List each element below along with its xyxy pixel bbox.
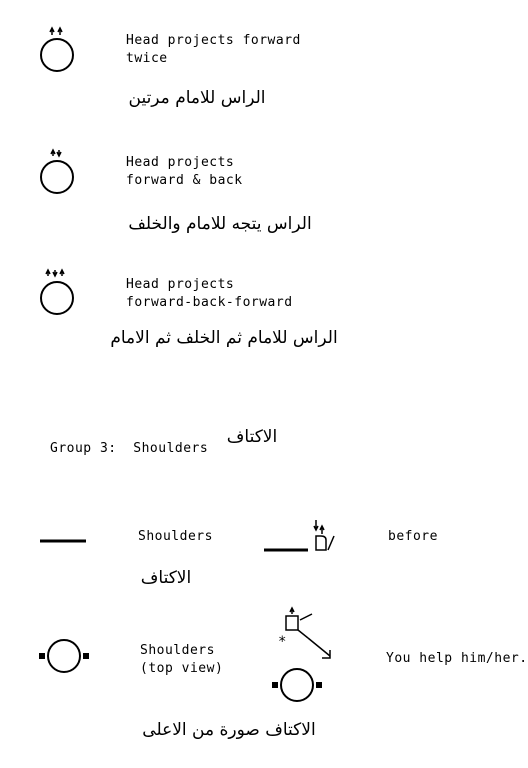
before-label: before [388,529,438,544]
shoulders-arabic-label: الاكتاف [140,568,192,588]
head-forward-back-symbol [38,146,78,196]
help-gesture-symbol [270,606,350,706]
entry-2-english-line-1: Head projects [126,155,235,170]
group-3-arabic-heading: الاكتاف [226,427,278,447]
top-view-arabic-label: الاكتاف صورة من الاعلى [142,720,316,740]
shoulders-line-symbol [40,536,88,546]
entry-1-english-line-2: twice [126,51,168,66]
shoulders-top-view-symbol [38,638,92,674]
shoulders-before-symbol [262,514,342,558]
entry-1-arabic: الراس للامام مرتين [128,88,266,108]
entry-3-arabic: الراس للامام ثم الخلف ثم الامام [110,328,338,348]
top-view-english-line-1: Shoulders [140,643,215,658]
head-forward-back-forward-symbol [38,266,78,316]
shoulders-english-label: Shoulders [138,529,213,544]
entry-1-english-line-1: Head projects forward [126,33,301,48]
entry-3-english-line-1: Head projects [126,277,235,292]
help-label: You help him/her. [386,651,528,666]
svg-text:*: * [278,634,287,650]
entry-2-english-line-2: forward & back [126,173,243,188]
entry-3-english-line-2: forward-back-forward [126,295,293,310]
entry-2-arabic: الراس يتجه للامام والخلف [128,214,312,234]
top-view-english-line-2: (top view) [140,661,224,676]
group-3-heading: Group 3: Shoulders [50,441,209,456]
head-forward-twice-symbol [38,24,78,74]
